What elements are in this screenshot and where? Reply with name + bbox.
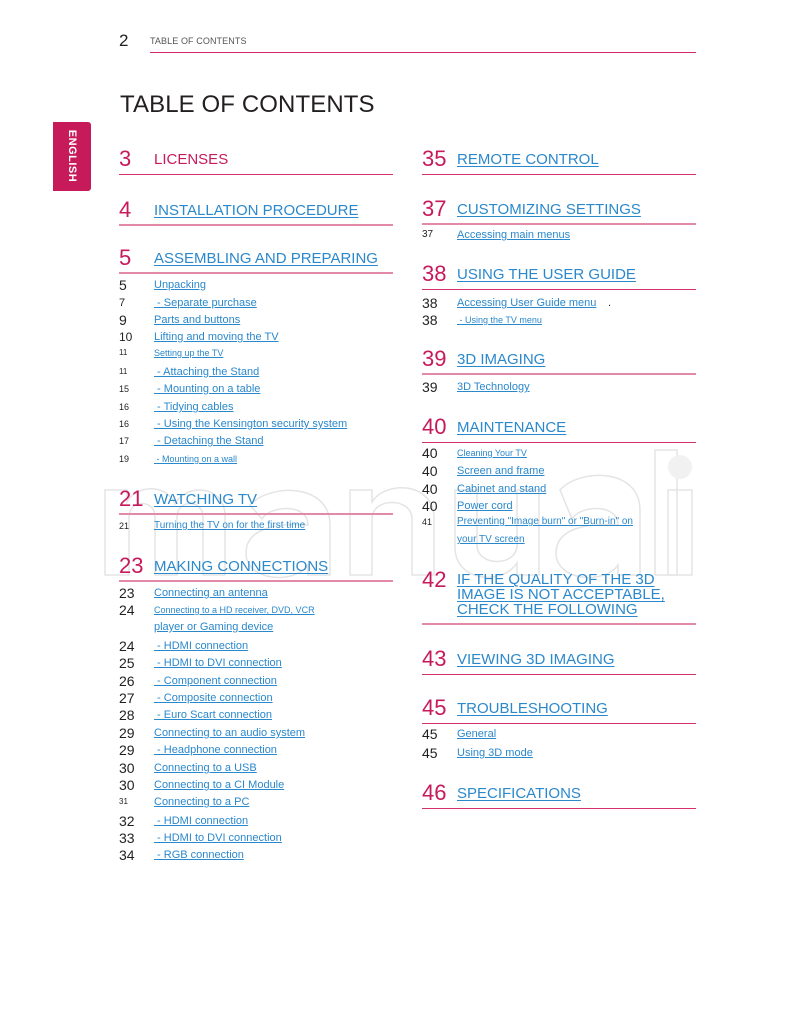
entry-page: 24 [119, 602, 135, 618]
section-page-number: 4 [119, 197, 132, 222]
entry-page: 40 [422, 481, 438, 497]
section-page-number: 5 [119, 245, 132, 270]
entry-link[interactable]: Accessing main menus [457, 229, 571, 241]
entry-link[interactable]: - Using the Kensington security system [154, 418, 348, 430]
entry-page: 10 [119, 330, 133, 344]
entry-page: 11 [119, 367, 128, 376]
section-link[interactable]: CUSTOMIZING SETTINGS [457, 201, 641, 218]
section-page-number: 38 [422, 261, 447, 286]
entry-link[interactable]: - Composite connection [154, 692, 273, 704]
entry-page: 19 [119, 454, 130, 464]
section-rule [119, 174, 393, 175]
entry-link[interactable]: - Component connection [154, 675, 277, 687]
entry-link[interactable]: - Using the TV menu [457, 315, 542, 325]
section-page-number: 35 [422, 146, 447, 171]
section-page-number: 42 [422, 567, 447, 592]
entry-link[interactable]: - HDMI connection [154, 815, 249, 827]
entry-link[interactable]: Accessing User Guide menu [457, 297, 597, 309]
entry-page: 40 [422, 463, 438, 479]
entry-link[interactable]: - RGB connection [154, 849, 244, 861]
section-link[interactable]: TROUBLESHOOTING [457, 700, 608, 717]
entry-link[interactable]: Screen and frame [457, 465, 545, 477]
toc-section-licenses [119, 146, 393, 176]
entry-link[interactable]: Connecting to a CI Module [154, 779, 285, 791]
entry-link[interactable]: Power cord [457, 500, 513, 512]
entry-page: 32 [119, 813, 135, 829]
entry-page: 39 [422, 379, 438, 395]
section-rule [422, 442, 696, 443]
section-rule [119, 272, 393, 274]
entry-page: 24 [119, 638, 135, 654]
section-rule [422, 808, 696, 809]
section-rule [422, 373, 696, 375]
entry-link[interactable]: your TV screen [457, 534, 525, 545]
section-page-number: 3 [119, 146, 132, 171]
section-page-number: 45 [422, 695, 447, 720]
section-rule [422, 223, 696, 225]
page-title: TABLE OF CONTENTS [120, 91, 375, 118]
entry-link[interactable]: Unpacking [154, 279, 206, 291]
entry-link[interactable]: - Headphone connection [154, 744, 277, 756]
toc-section-installation [119, 197, 393, 227]
section-link[interactable]: MAKING CONNECTIONS [154, 558, 329, 575]
entry-page: 45 [422, 726, 438, 742]
entry-link[interactable]: - Detaching the Stand [154, 435, 264, 447]
toc-section-making-connections [119, 553, 393, 583]
entry-link[interactable]: Using 3D mode [457, 747, 533, 759]
running-head: TABLE OF CONTENTS [150, 36, 247, 46]
entry-link[interactable]: - Tidying cables [154, 401, 234, 413]
toc-section-3d-imaging [422, 346, 696, 376]
entry-link[interactable]: Setting up the TV [154, 348, 224, 358]
entry-link[interactable]: - Mounting on a table [154, 383, 261, 395]
entry-link[interactable]: Connecting to a PC [154, 796, 250, 808]
section-link[interactable]: 3D IMAGING [457, 351, 546, 368]
section-page-number: 40 [422, 414, 447, 439]
entry-suffix: . [608, 297, 612, 309]
section-rule [119, 580, 393, 582]
toc-section-viewing-3d [422, 646, 696, 676]
entry-page: 16 [119, 402, 130, 412]
section-link[interactable]: MAINTENANCE [457, 419, 567, 436]
section-rule [119, 224, 393, 226]
section-rule [422, 723, 696, 724]
entry-link[interactable]: - Mounting on a wall [154, 454, 238, 464]
entry-link[interactable]: - HDMI connection [154, 640, 249, 652]
section-page-number: 23 [119, 553, 144, 578]
entry-page: 15 [119, 384, 130, 394]
section-link[interactable]: CHECK THE FOLLOWING [457, 601, 638, 618]
toc-section-specifications [422, 780, 696, 810]
entry-link[interactable]: - Attaching the Stand [154, 366, 260, 378]
language-tab [53, 122, 91, 191]
entry-link[interactable]: Connecting to a USB [154, 762, 257, 774]
section-page-number: 46 [422, 780, 447, 805]
entry-link[interactable]: 3D Technology [457, 381, 530, 393]
section-rule [422, 623, 696, 625]
language-tab-label: ENGLISH [66, 129, 78, 183]
entry-link[interactable]: Cleaning Your TV [457, 448, 527, 458]
entry-link[interactable]: Connecting to a HD receiver, DVD, VCR [154, 605, 315, 615]
section-link[interactable]: WATCHING TV [154, 491, 258, 508]
entry-page: 11 [119, 348, 128, 357]
section-link[interactable]: ASSEMBLING AND PREPARING [154, 250, 378, 267]
toc-section-remote-control [422, 146, 696, 176]
entry-page: 28 [119, 707, 135, 723]
entry-link[interactable]: Cabinet and stand [457, 483, 547, 495]
entry-page: 37 [422, 229, 434, 240]
entry-page: 16 [119, 419, 130, 429]
entry-link[interactable]: - Euro Scart connection [154, 709, 273, 721]
entry-page: 31 [119, 797, 128, 806]
section-link[interactable]: SPECIFICATIONS [457, 785, 581, 802]
entry-link[interactable]: player or Gaming device [154, 621, 274, 633]
entry-link[interactable]: - Separate purchase [154, 297, 257, 309]
entry-link[interactable]: Lifting and moving the TV [154, 331, 279, 343]
entry-page: 17 [119, 436, 130, 446]
section-link[interactable]: USING THE USER GUIDE [457, 266, 636, 283]
section-link[interactable]: IF THE QUALITY OF THE 3D [457, 571, 655, 588]
toc-section-3d-quality [422, 567, 696, 627]
section-page-number: 39 [422, 346, 447, 371]
entry-page: 7 [119, 297, 126, 309]
toc-section-troubleshooting [422, 695, 696, 725]
toc-section-watching-tv [119, 486, 393, 516]
header-rule [150, 52, 696, 53]
entry-link[interactable]: Connecting to an audio system [154, 727, 306, 739]
entry-link[interactable]: Turning the TV on for the first time [154, 520, 306, 531]
toc-section-user-guide [422, 261, 696, 291]
toc-section-assembling [119, 245, 393, 275]
entry-link[interactable]: Connecting an antenna [154, 587, 268, 599]
section-rule [119, 513, 393, 515]
entry-page: 29 [119, 725, 135, 741]
entry-page: 33 [119, 830, 135, 846]
section-link[interactable]: IMAGE IS NOT ACCEPTABLE, [457, 586, 665, 603]
page-number: 2 [119, 31, 129, 50]
entry-page: 38 [422, 295, 438, 311]
entry-page: 26 [119, 673, 135, 689]
section-title: LICENSES [154, 151, 229, 168]
entry-link[interactable]: Preventing "Image burn" or "Burn-in" on [457, 516, 633, 527]
section-rule [422, 674, 696, 675]
section-page-number: 21 [119, 486, 144, 511]
entry-page: 41 [422, 517, 433, 527]
entry-link[interactable]: Parts and buttons [154, 314, 241, 326]
entry-page: 23 [119, 585, 135, 601]
entry-page: 45 [422, 745, 438, 761]
entry-page: 9 [119, 312, 127, 328]
entry-page: 38 [422, 312, 438, 328]
section-rule [422, 174, 696, 175]
entry-page: 40 [422, 498, 438, 514]
toc-section-maintenance [422, 414, 696, 444]
entry-link[interactable]: - HDMI to DVI connection [154, 657, 282, 669]
entry-page: 25 [119, 655, 135, 671]
section-link[interactable]: REMOTE CONTROL [457, 151, 599, 168]
toc-section-customizing-settings [422, 196, 696, 226]
section-page-number: 43 [422, 646, 447, 671]
section-link[interactable]: INSTALLATION PROCEDURE [154, 202, 359, 219]
entry-page: 30 [119, 777, 135, 793]
section-link[interactable]: VIEWING 3D IMAGING [457, 651, 615, 668]
entry-page: 34 [119, 847, 135, 863]
entry-page: 40 [422, 445, 438, 461]
entry-page: 21 [119, 521, 130, 531]
entry-page: 30 [119, 760, 135, 776]
entry-page: 5 [119, 277, 127, 293]
entry-page: 29 [119, 742, 135, 758]
entry-link[interactable]: - HDMI to DVI connection [154, 832, 282, 844]
entry-link[interactable]: General [457, 728, 497, 740]
section-page-number: 37 [422, 196, 447, 221]
section-rule [422, 289, 696, 290]
entry-page: 27 [119, 690, 135, 706]
